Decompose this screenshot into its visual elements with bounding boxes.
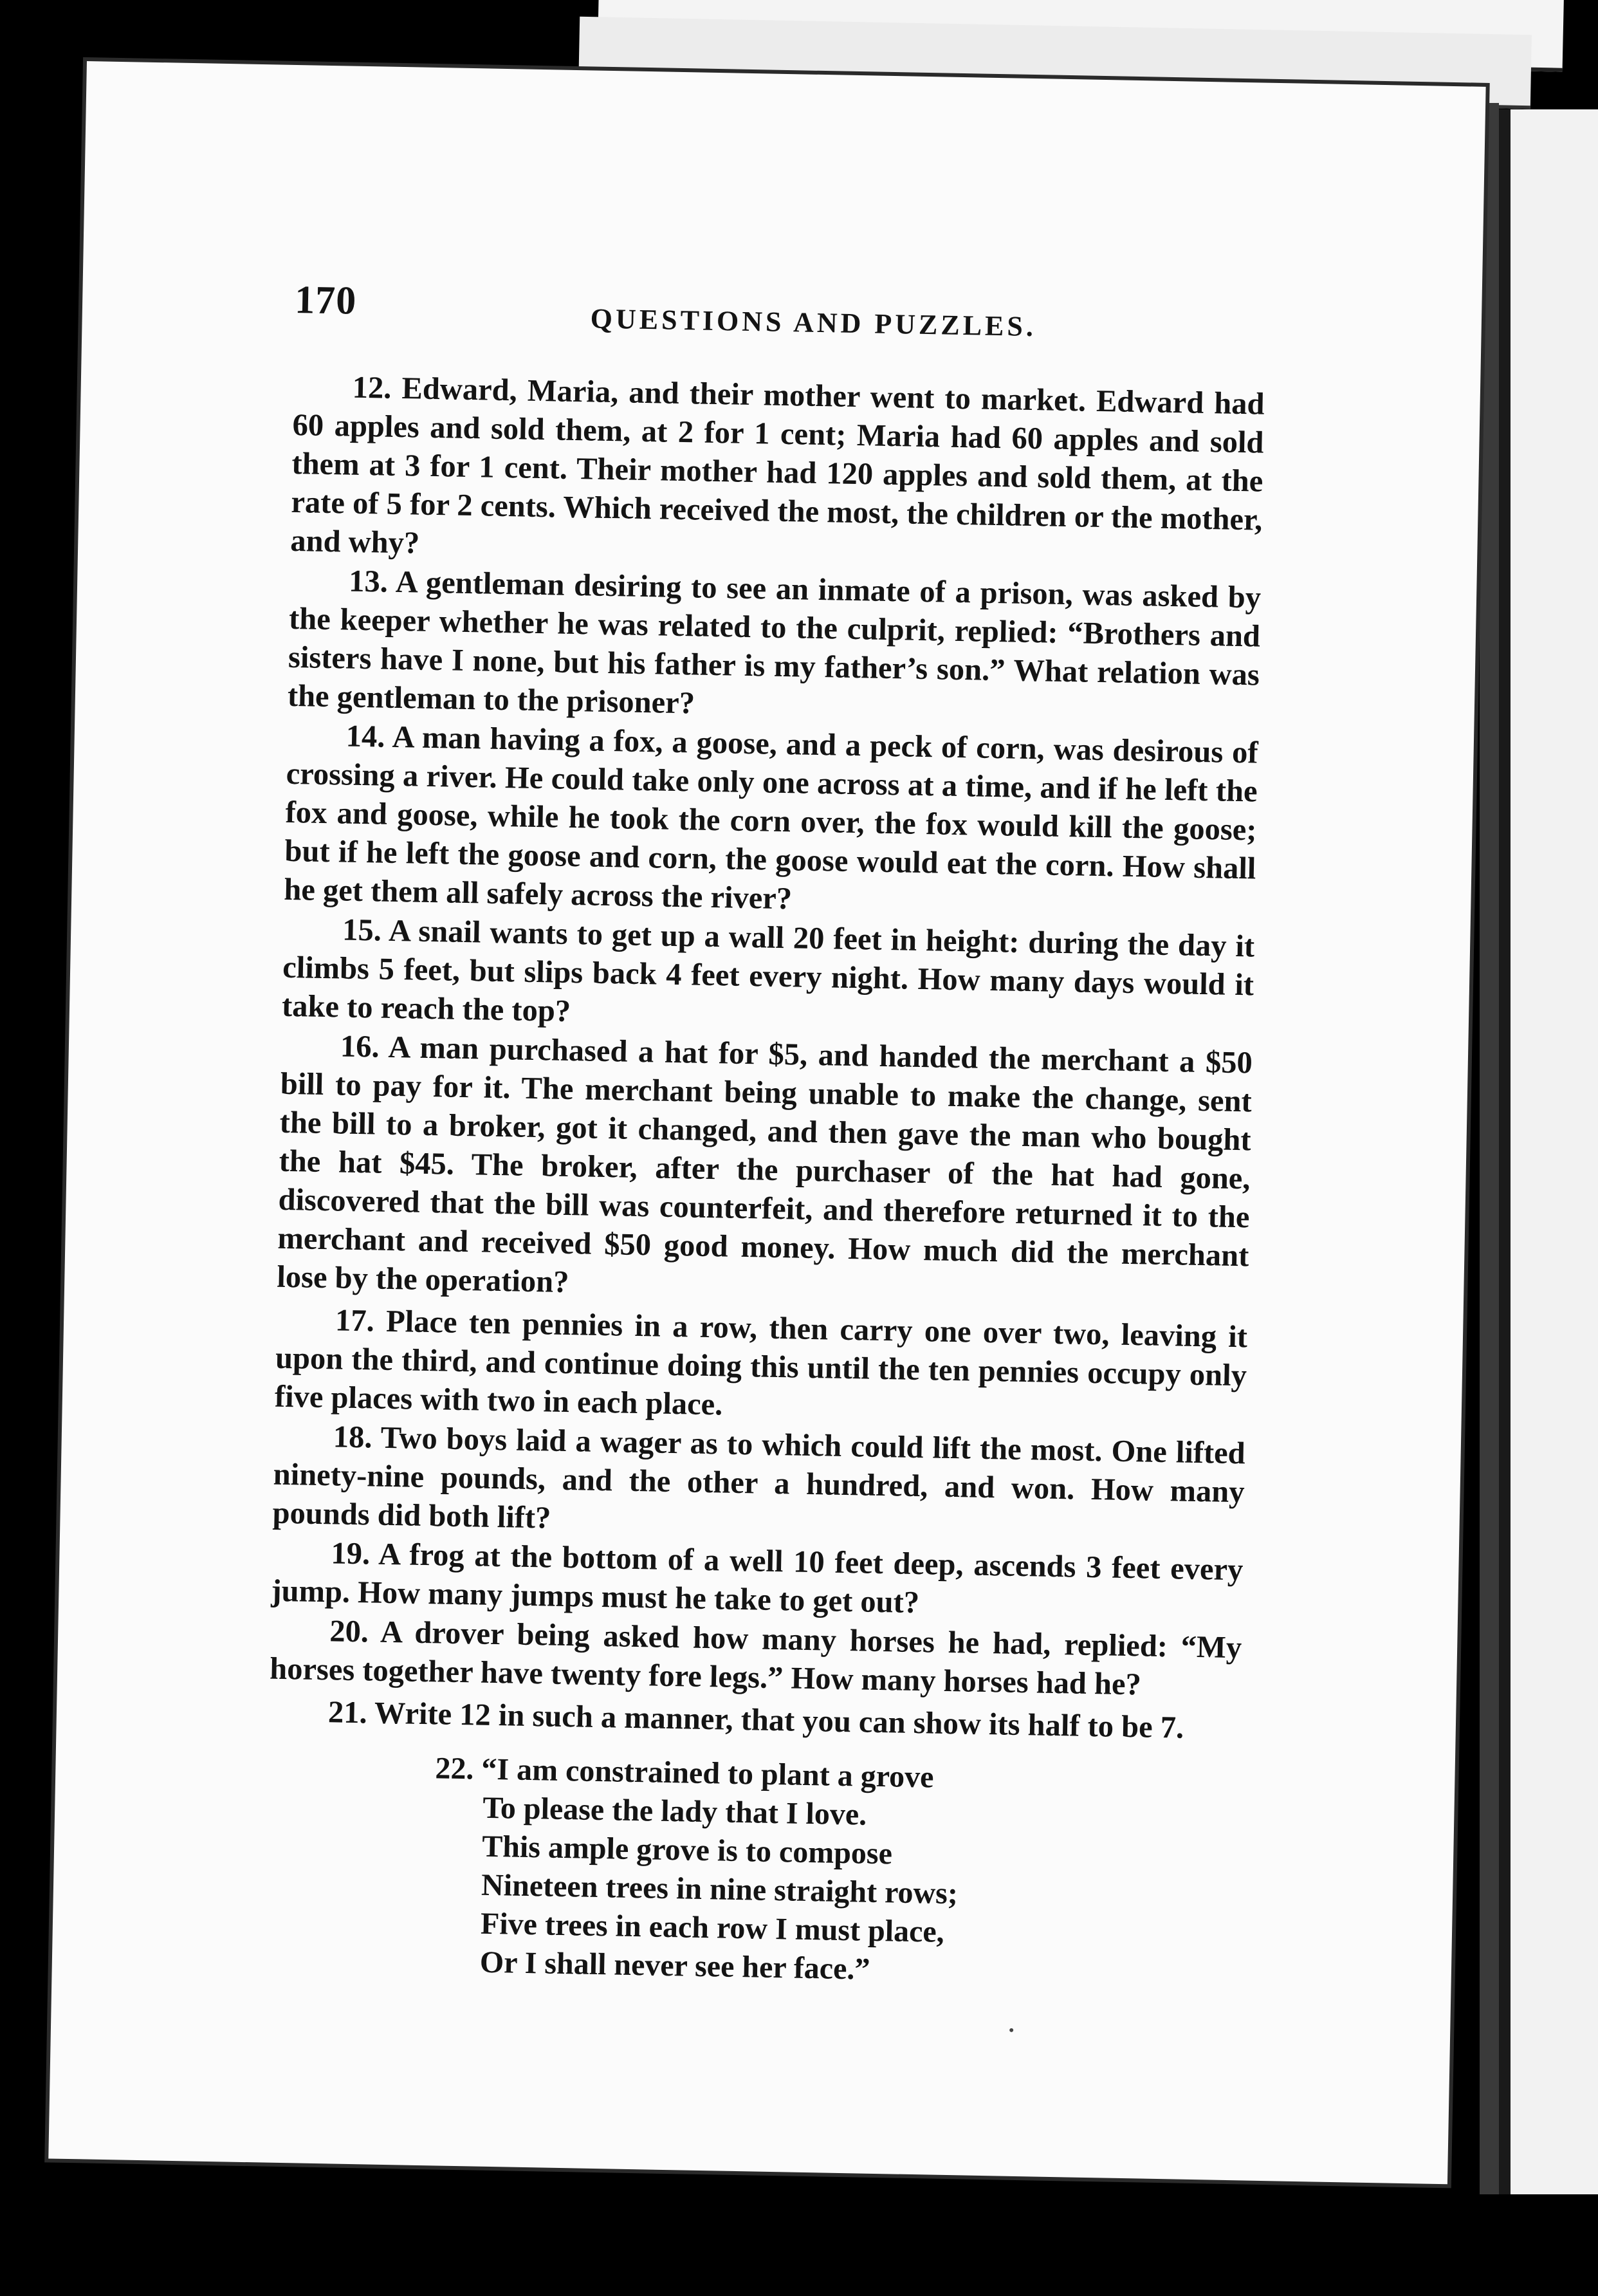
puzzle-16: 16. A man purchased a hat for $5, and handed the merchant a $50 bill to pay for it. The merchant being unable to make the change, sent the bill to a broker, got it changed, and then gave the man who bought the hat $45. The broker, after the purchaser of the hat had gone, discovered that the bill was counterfeit, and therefore returned it to the merchant and received $50 good money. How much did the merchant lose by the operation? bbox=[276, 1029, 1253, 1300]
book-page bbox=[48, 61, 1485, 2184]
poem-line: Or I shall never see her face.” bbox=[479, 1945, 870, 1986]
ink-speck bbox=[1009, 2028, 1013, 2032]
puzzle-18: 18. Two boys laid a wager as to which could lift the most. One lifted ninety-nine pounds, and the other a hundred, and won. How many pounds did both lift? bbox=[272, 1420, 1246, 1535]
puzzle-13: 13. A gentleman desiring to see an inmate of a prison, was asked by the keeper whether he was related to the culprit, replied: “Brothers and sisters have I none, but his father is my father’s son.” What relation was the gentleman to the prisoner? bbox=[287, 564, 1262, 721]
puzzle-12: 12. Edward, Maria, and their mother went to market. Edward had 60 apples and sold them, at 2 for 1 cent; Maria had 60 apples and sold them at 3 for 1 cent. Their mother had 120 apples and sold them, at the rate of 5 for 2 cents. Which received the most, the children or the mother, and why? bbox=[289, 370, 1265, 560]
book-gutter-shadow bbox=[1480, 103, 1499, 2194]
puzzle-20: 20. A drover being asked how many horses he had, replied: “My horses together have twenty fore legs.” How many horses had he? bbox=[269, 1614, 1242, 1702]
puzzle-19: 19. A frog at the bottom of a well 10 feet deep, ascends 3 feet every jump. How many jumps must he take to get out? bbox=[271, 1536, 1244, 1620]
poem-line: To please the lady that I love. bbox=[482, 1790, 867, 1832]
puzzle-22-poem bbox=[264, 1746, 1239, 1996]
poem-line: Nineteen trees in nine straight rows; bbox=[481, 1867, 959, 1911]
puzzle-17: 17. Place ten pennies in a row, then carry one over two, leaving it upon the third, and continue doing this until the ten pennies occupy only five places with two in each place. bbox=[274, 1303, 1248, 1422]
poem-line: “I am constrained to plant a grove bbox=[481, 1752, 934, 1795]
running-head: QUESTIONS AND PUZZLES. bbox=[590, 302, 1037, 343]
page-number: 170 bbox=[294, 277, 357, 323]
puzzle-14: 14. A man having a fox, a goose, and a peck of corn, was desirous of crossing a river. He could take only one across at a time, and if he left the fox and goose, while he took the corn over, the fox would kill the goose; but if he left the goose and corn, the goose would eat the corn. How shall he get them all safely across the river? bbox=[283, 719, 1259, 916]
puzzle-21: 21. Write 12 in such a manner, that you can show its half to be 7. bbox=[327, 1695, 1184, 1745]
poem-number: 22. bbox=[434, 1751, 474, 1786]
page-body bbox=[264, 367, 1265, 1995]
facing-page-edge bbox=[1499, 109, 1598, 2194]
puzzle-15: 15. A snail wants to get up a wall 20 feet in height: during the day it climbs 5 feet, but slips back 4 feet every night. How many days would it take to reach the top? bbox=[281, 912, 1255, 1029]
poem-line: This ample grove is to compose bbox=[481, 1829, 893, 1871]
poem-line: Five trees in each row I must place, bbox=[480, 1906, 945, 1949]
